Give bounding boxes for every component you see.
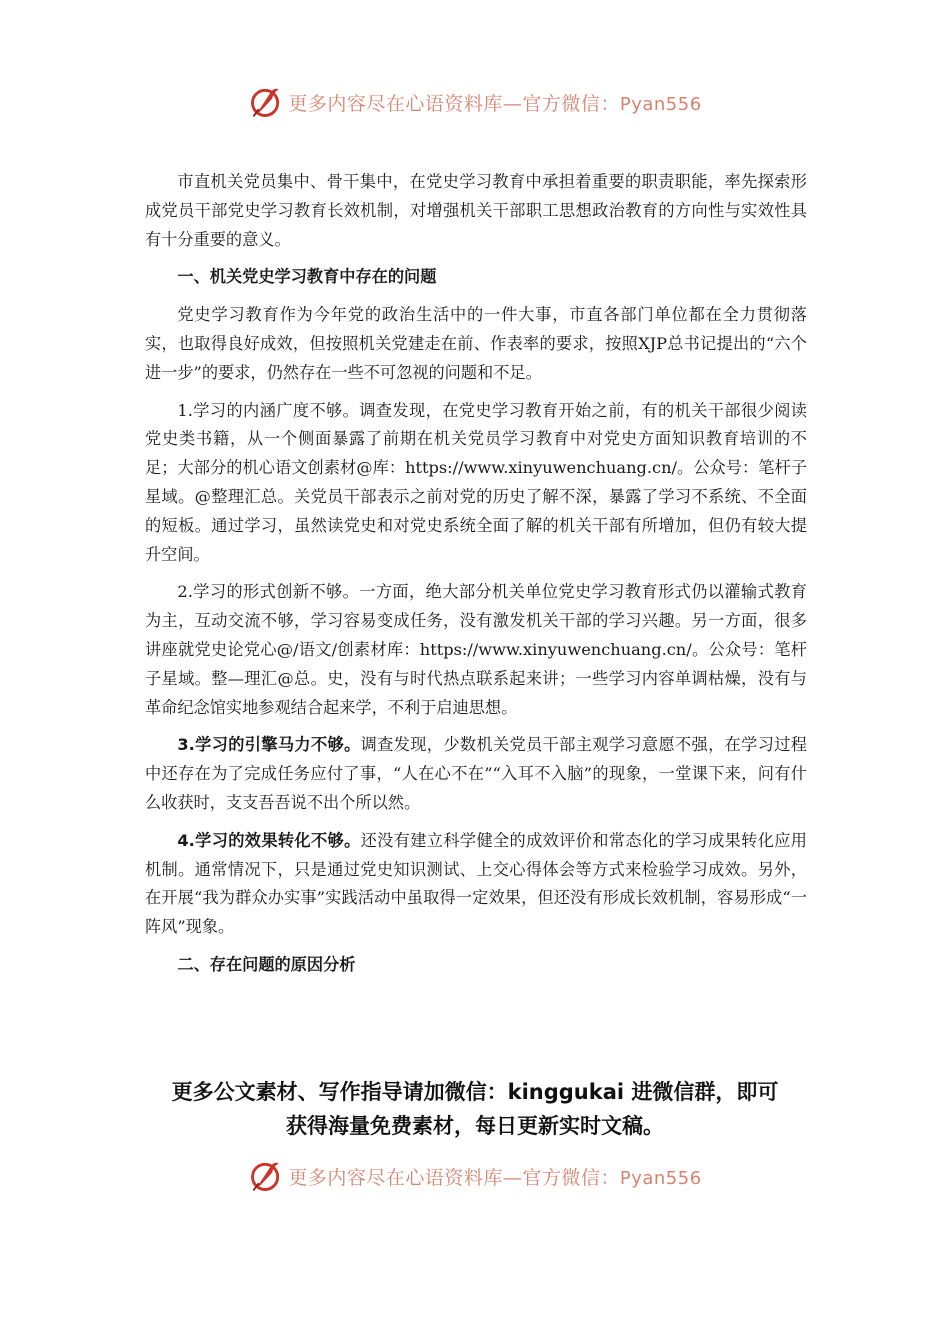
document-body	[145, 168, 807, 989]
banner-label: 更多内容尽在心语资料库—官方微信：	[288, 1166, 620, 1189]
problem-item-2-text: 2.学习的形式创新不够。一方面，绝大部分机关单位党史学习教育形式仍以灌输式教育为主，互动交流不够，学习容易变成任务，没有激发机关干部的学习兴趣。另一方面，很多讲座就党史论党心@/语文/创素材库：https://www.xinyuwenchuang.cn/。公众号：笔杆子星域。整—理汇@总。史，没有与时代热点联系起来讲；一些学习内容单调枯燥，没有与革命纪念馆实地参观结合起来学，不利于启迪思想。	[145, 582, 807, 717]
banner-wechat-id: Pyan556	[619, 93, 702, 115]
section1-heading: 一、机关党史学习教育中存在的问题	[177, 267, 437, 287]
intro-paragraph: 市直机关党员集中、骨干集中，在党史学习教育中承担着重要的职责职能，率先探索形成党员干部党史学习教育长效机制，对增强机关干部职工思想政治教育的方向性与实效性具有十分重要的意义。	[145, 172, 807, 249]
problem-item-3	[145, 731, 807, 817]
problem-item-1	[145, 397, 807, 570]
quill-circle-logo-icon	[248, 84, 284, 120]
quill-circle-logo-icon	[248, 1158, 284, 1194]
section1-lead-paragraph: 党史学习教育作为今年党的政治生活中的一件大事，市直各部门单位都在全力贯彻落实，也取得良好成效，但按照机关党建走在前、作表率的要求，按照XJP总书记提出的“六个进一步”的要求，仍然存在一些不可忽视的问题和不足。	[145, 305, 807, 382]
promo-notice	[0, 1075, 950, 1143]
banner-wechat-id: Pyan556	[619, 1167, 702, 1189]
promo-line-1: 更多公文素材、写作指导请加微信：kinggukai 进微信群，即可	[171, 1080, 779, 1104]
problem-item-2	[145, 578, 807, 722]
problem-item-3-lead: 3.学习的引擎马力不够。	[177, 735, 361, 755]
problem-item-1-text: 1.学习的内涵广度不够。调查发现，在党史学习教育开始之前，有的机关干部很少阅读党史类书籍，从一个侧面暴露了前期在机关党员学习教育中对党史方面知识教育培训的不足；大部分的机心语文创素材@库：https://www.xinyuwenchuang.cn/。公众号：笔杆子星域。@整理汇总。关党员干部表示之前对党的历史了解不深，暴露了学习不系统、不全面的短板。通过学习，虽然读党史和对党史系统全面了解的机关干部有所增加，但仍有较大提升空间。	[145, 400, 807, 564]
banner-text	[288, 89, 701, 116]
footer-banner	[0, 1154, 950, 1198]
problem-item-4	[145, 827, 807, 942]
banner-text	[288, 1163, 701, 1190]
banner-label: 更多内容尽在心语资料库—官方微信：	[288, 92, 620, 115]
header-banner	[0, 80, 950, 124]
problem-item-3-text: 调查发现，少数机关党员干部主观学习意愿不强，在学习过程中还存在为了完成任务应付了事，“人在心不在”“入耳不入脑”的现象，一堂课下来，问有什么收获时，支支吾吾说不出个所以然。	[145, 735, 807, 812]
promo-line-2: 获得海量免费素材，每日更新实时文稿。	[286, 1114, 664, 1138]
problem-item-4-lead: 4.学习的效果转化不够。	[177, 830, 361, 850]
problem-item-4-text: 还没有建立科学健全的成效评价和常态化的学习成果转化应用机制。通常情况下，只是通过党史知识测试、上交心得体会等方式来检验学习成效。另外，在开展“我为群众办实事”实践活动中虽取得一定效果，但还没有形成长效机制，容易形成“一阵风”现象。	[145, 830, 807, 937]
section2-heading: 二、存在问题的原因分析	[177, 954, 356, 974]
